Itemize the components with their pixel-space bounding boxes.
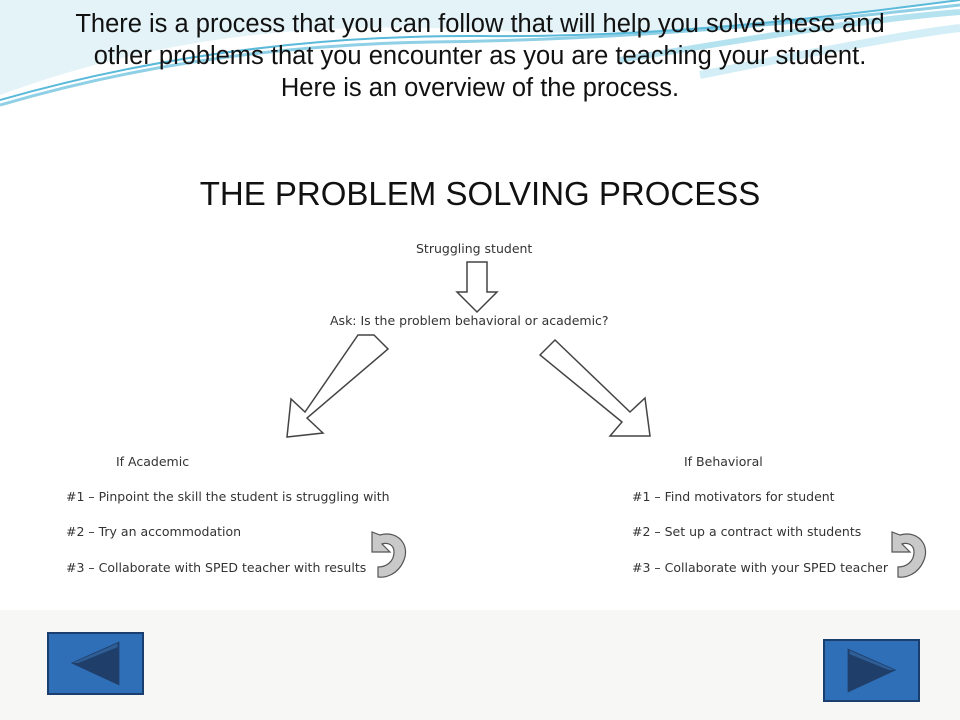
back-button[interactable] <box>47 632 144 695</box>
academic-step-3: #3 – Collaborate with SPED teacher with results <box>66 560 367 575</box>
behavioral-step-3: #3 – Collaborate with your SPED teacher <box>632 560 888 575</box>
forward-arrow-icon <box>825 641 918 700</box>
node-question: Ask: Is the problem behavioral or academic? <box>330 313 609 328</box>
behavioral-step-2: #2 – Set up a contract with students <box>632 524 862 539</box>
intro-text: There is a process that you can follow that will help you solve these and other problems that you encounter as you are teaching your student. Here is an overview of the process. <box>75 10 885 102</box>
footer-area <box>0 610 960 720</box>
back-arrow-icon <box>49 634 142 693</box>
academic-heading: If Academic <box>116 454 190 469</box>
forward-button[interactable] <box>823 639 920 702</box>
node-struggling-student: Struggling student <box>416 241 533 256</box>
academic-step-2: #2 – Try an accommodation <box>66 524 242 539</box>
down-right-arrow-icon <box>540 340 650 436</box>
slide-title: THE PROBLEM SOLVING PROCESS <box>199 175 761 212</box>
academic-step-1: #1 – Pinpoint the skill the student is struggling with <box>66 489 390 504</box>
behavioral-step-1: #1 – Find motivators for student <box>632 489 835 504</box>
down-arrow-icon <box>457 262 497 312</box>
return-arrow-icon-right <box>892 532 926 577</box>
flowchart-arrows <box>0 222 960 610</box>
behavioral-heading: If Behavioral <box>684 454 763 469</box>
down-left-arrow-icon <box>287 335 388 437</box>
return-arrow-icon-left <box>372 532 406 577</box>
